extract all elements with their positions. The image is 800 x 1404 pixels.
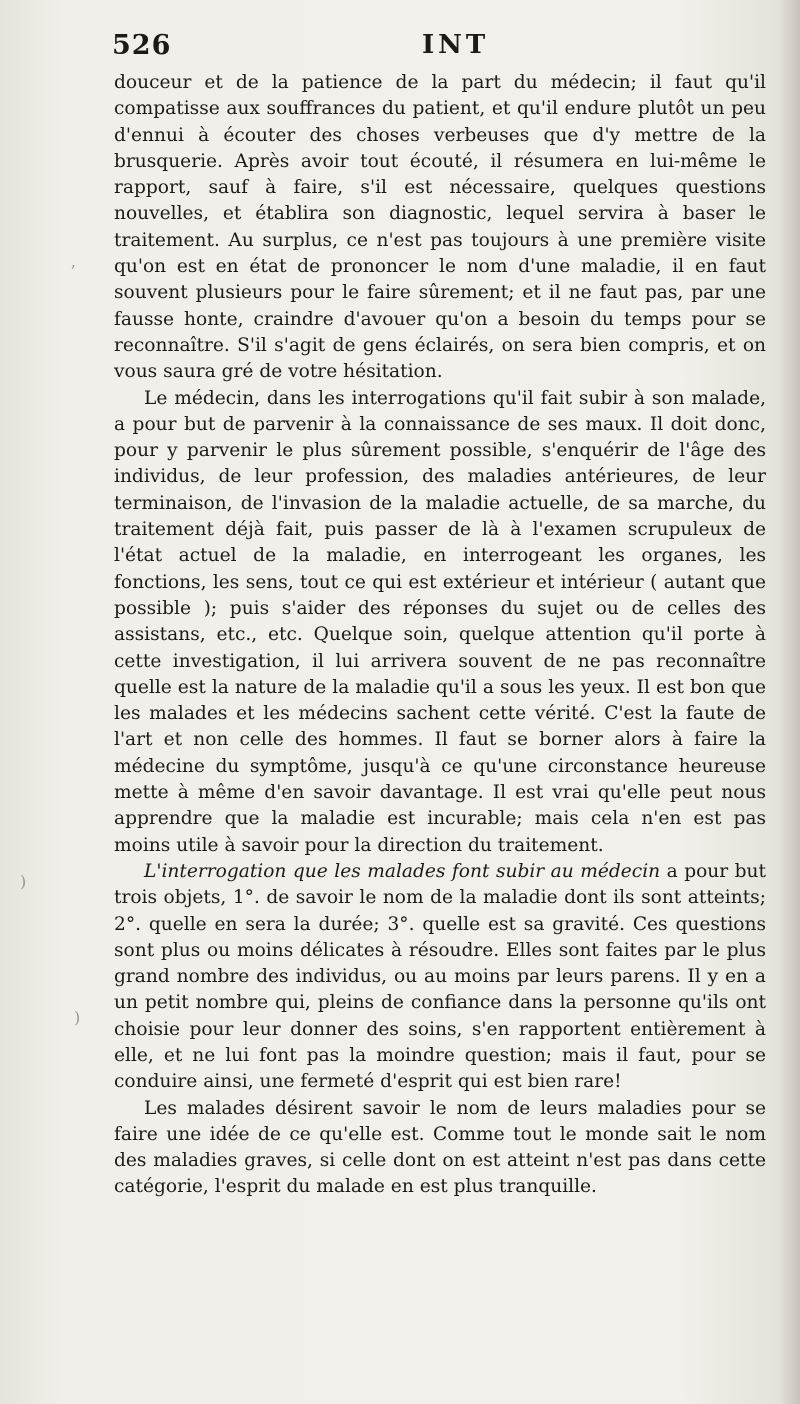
margin-mark: ) bbox=[20, 872, 27, 891]
running-head: INT bbox=[422, 30, 490, 60]
page-number: 526 bbox=[112, 30, 172, 61]
body-text bbox=[114, 70, 766, 1201]
italic-lead: L'interrogation que les malades font subir au médecin bbox=[144, 860, 661, 882]
paragraph-text: a pour but trois objets, 1°. de savoir le nom de la maladie dont ils sont atteints; 2°. quelle en sera la durée; 3°. quelle est sa gravité. Ces questions sont plus ou moins délicates à résoudre. Elles sont faites par le plus grand nombre des individus, ou au moins par leurs parens. Il y en a un petit nombre qui, pleins de confiance dans la personne qu'ils ont choisie pour leur donner des soins, s'en rapportent entièrement à elle, et ne lui font pas la moindre question; mais il faut, pour se conduire ainsi, une fermeté d'esprit qui est bien rare! bbox=[114, 860, 766, 1093]
paragraph bbox=[114, 859, 766, 1096]
page-header bbox=[112, 30, 772, 70]
margin-mark: ʼ bbox=[70, 262, 76, 281]
paragraph-text: Les malades désirent savoir le nom de leurs maladies pour se faire une idée de ce qu'elle est. Comme tout le monde sait le nom des maladies graves, si celle dont on est atteint n'est pas dans cette catégorie, l'esprit du malade en est plus tranquille. bbox=[114, 1097, 766, 1198]
margin-mark: ) bbox=[74, 1008, 81, 1027]
paragraph-text: douceur et de la patience de la part du médecin; il faut qu'il compatisse aux souffrances du patient, et qu'il endure plutôt un peu d'ennui à écouter des choses verbeuses que d'y mettre de la brusquerie. Après avoir tout écouté, il résumera en lui-même le rapport, sauf à faire, s'il est nécessaire, quelques questions nouvelles, et établira son diagnostic, lequel servira à baser le traitement. Au surplus, ce n'est pas toujours à une première visite qu'on est en état de prononcer le nom d'une maladie, il en faut souvent plusieurs pour le faire sûrement; et il ne faut pas, par une fausse honte, craindre d'avouer qu'on a besoin du temps pour se reconnaître. S'il s'agit de gens éclairés, on sera bien compris, et on vous saura gré de votre hésitation. bbox=[114, 72, 766, 383]
paragraph bbox=[114, 386, 766, 859]
gutter-shadow bbox=[778, 0, 800, 1404]
paragraph-text: Le médecin, dans les interrogations qu'il fait subir à son malade, a pour but de parvenir à la connaissance de ses maux. Il doit donc, pour y parvenir le plus sûrement possible, s'enquérir de l'âge des individus, de leur profession, des maladies antérieures, de leur terminaison, de l'invasion de la maladie actuelle, de sa marche, du traitement déjà fait, puis passer de là à l'examen scrupuleux de l'état actuel de la maladie, en interrogeant les organes, les fonctions, les sens, tout ce qui est extérieur et intérieur ( autant que possible ); puis s'aider des réponses du sujet ou de celles des assistans, etc., etc. Quelque soin, quelque attention qu'il porte à cette investigation, il lui arrivera souvent de ne pas reconnaître quelle est la nature de la maladie qu'il a sous les yeux. Il est bon que les malades et les médecins sachent cette vérité. C'est la faute de l'art et non celle des hommes. Il faut se borner alors à faire la médecine du symptôme, jusqu'à ce qu'une circonstance heureuse mette à même d'en savoir davantage. Il est vrai qu'elle peut nous apprendre que la maladie est incurable; mais cela n'en est pas moins utile à savoir pour la direction du traitement. bbox=[114, 387, 766, 856]
paragraph bbox=[114, 70, 766, 386]
paragraph bbox=[114, 1096, 766, 1201]
